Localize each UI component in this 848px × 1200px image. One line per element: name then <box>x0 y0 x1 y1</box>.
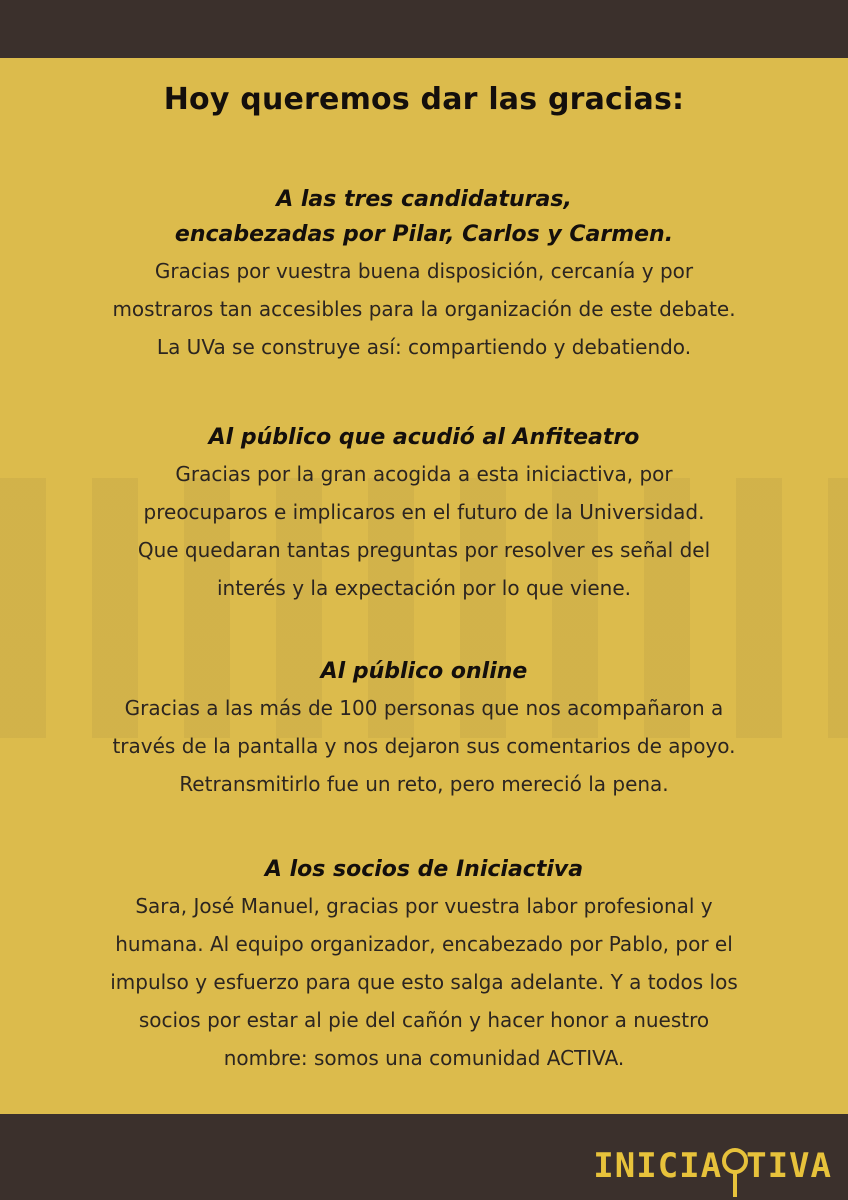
section-online <box>20 654 828 803</box>
magnifier-c-icon <box>722 1146 746 1180</box>
body-line: Gracias por la gran acogida a esta iniciactiva, por <box>175 462 673 486</box>
section-body <box>20 689 828 803</box>
body-line: preocuparos e implicaros en el futuro de la Universidad. <box>143 500 705 524</box>
body-line: socios por estar al pie del cañón y hacer honor a nuestro <box>138 1008 710 1032</box>
section-heading <box>20 182 828 252</box>
section-heading <box>20 420 828 455</box>
body-line: través de la pantalla y nos dejaron sus comentarios de apoyo. <box>112 734 736 758</box>
heading-line: A las tres candidaturas, <box>276 187 572 212</box>
body-line: Gracias por vuestra buena disposición, cercanía y por <box>154 259 694 283</box>
iniciactiva-logo <box>593 1146 832 1186</box>
body-line: Retransmitirlo fue un reto, pero mereció la pena. <box>179 772 669 796</box>
content-panel <box>0 58 848 1114</box>
body-line: interés y la expectación por lo que viene. <box>216 576 632 600</box>
page-title: Hoy queremos dar las gracias: <box>163 82 685 117</box>
body-line: Que quedaran tantas preguntas por resolver es señal del <box>137 538 711 562</box>
section-body <box>20 252 828 366</box>
heading-line: encabezadas por Pilar, Carlos y Carmen. <box>174 222 674 247</box>
heading-line: Al público online <box>320 659 528 684</box>
logo-text-left: INICIA <box>593 1146 723 1186</box>
section-body <box>20 455 828 607</box>
body-line: Gracias a las más de 100 personas que nos acompañaron a <box>124 696 724 720</box>
heading-line: A los socios de Iniciactiva <box>264 857 584 882</box>
logo-text-right: TIVA <box>746 1146 832 1186</box>
body-line: nombre: somos una comunidad ACTIVA. <box>223 1046 625 1070</box>
section-anfiteatro <box>20 420 828 607</box>
section-socios <box>20 852 828 1077</box>
section-body <box>20 887 828 1077</box>
body-line: La UVa se construye así: compartiendo y debatiendo. <box>156 335 692 359</box>
heading-line: Al público que acudió al Anfiteatro <box>208 425 640 450</box>
section-candidaturas <box>20 182 828 366</box>
body-line: mostraros tan accesibles para la organización de este debate. <box>112 297 736 321</box>
body-line: Sara, José Manuel, gracias por vuestra labor profesional y <box>135 894 713 918</box>
body-line: humana. Al equipo organizador, encabezado por Pablo, por el <box>115 932 733 956</box>
section-heading <box>20 654 828 689</box>
top-bar <box>0 0 848 58</box>
section-heading <box>20 852 828 887</box>
body-line: impulso y esfuerzo para que esto salga adelante. Y a todos los <box>110 970 738 994</box>
